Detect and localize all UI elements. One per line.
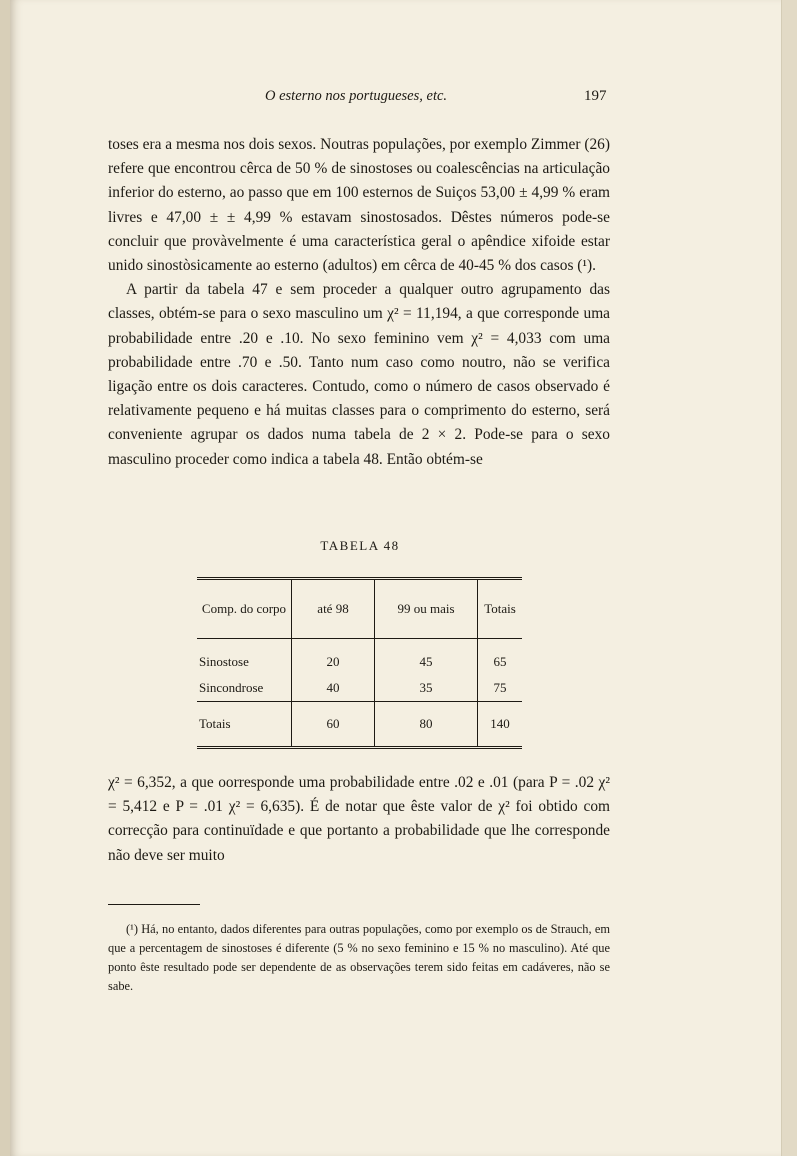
- page-gutter: [0, 0, 10, 1156]
- column-header: Totais: [478, 579, 523, 639]
- table-cell: 20: [292, 639, 375, 676]
- table-cell: 60: [292, 702, 375, 748]
- column-header: até 98: [292, 579, 375, 639]
- table-caption: TABELA 48: [320, 538, 400, 553]
- paragraph: χ² = 6,352, a que oorresponde uma probabilidade entre .02 e .01 (para P = .02 χ² = 5,412 e P = .01 χ² = 6,635). É de notar que êste valor de χ² foi obtido com correcção para continuïdade e que portanto a probabilidade que lhe corresponde não deve ser muito: [108, 774, 610, 864]
- data-table: [197, 577, 522, 749]
- row-label: Sinostose: [199, 654, 249, 669]
- table-total-row: [197, 702, 522, 748]
- table-row: [197, 675, 522, 702]
- page-edge: [781, 0, 797, 1156]
- footnote-rule: [108, 904, 200, 905]
- table-row: [197, 639, 522, 676]
- body-text-continued: [108, 771, 610, 868]
- row-label: Sincondrose: [199, 680, 264, 695]
- body-text: [108, 133, 610, 472]
- table-cell: 40: [292, 675, 375, 702]
- footnote: [108, 920, 610, 996]
- footnote-text: (¹) Há, no entanto, dados diferentes para outras populações, como por exemplo os de Strauch, em que a percentagem de sinostoses é diferente (5 % no sexo feminino e 15 % no masculino). Até que ponto êste resultado pode ser dependente de as observações terem sido feitas em cadáveres, não se sabe.: [108, 922, 610, 993]
- table-cell: 65: [478, 639, 523, 676]
- paragraph: toses era a mesma nos dois sexos. Noutras populações, por exemplo Zimmer (26) refere que encontrou cêrca de 50 % de sinostoses ou coalescências na articulação inferior do esterno, ao passo que em 100 esternos de Suiços 53,00 ± 4,99 % eram livres e 47,00 ± ± 4,99 % estavam sinostosados. Dêstes números pode-se concluir que provàvelmente é uma característica geral o apêndice xifoide estar unido sinostòsicamente ao esterno (adultos) em cêrca de 40-45 % dos casos (¹).: [108, 136, 610, 275]
- paragraph: A partir da tabela 47 e sem proceder a qualquer outro agrupamento das classes, obtém-se para o sexo masculino um χ² = 11,194, a que corresponde uma probabilidade entre .20 e .10. No sexo feminino vem χ² = 4,033 com uma probabilidade entre .70 e .50. Tanto num caso como noutro, não se verifica ligação entre os dois caracteres. Contudo, como o número de casos observado é relativamente pequeno e há muitas classes para o comprimento do esterno, será conveniente agrupar os dados numa tabela de 2 × 2. Pode-se para o sexo masculino proceder como indica a tabela 48. Então obtém-se: [108, 281, 610, 468]
- table-cell: 45: [375, 639, 478, 676]
- column-header: Comp. do corpo: [197, 579, 292, 639]
- table-header-row: [197, 579, 522, 639]
- table-cell: 75: [478, 675, 523, 702]
- running-head-title: O esterno nos portugueses, etc.: [265, 88, 448, 104]
- running-head: [0, 88, 797, 108]
- table-cell: 35: [375, 675, 478, 702]
- column-header: 99 ou mais: [375, 579, 478, 639]
- table-cell: 140: [478, 702, 523, 748]
- page-number: 197: [584, 88, 607, 104]
- row-label: Totais: [197, 702, 292, 748]
- table-cell: 80: [375, 702, 478, 748]
